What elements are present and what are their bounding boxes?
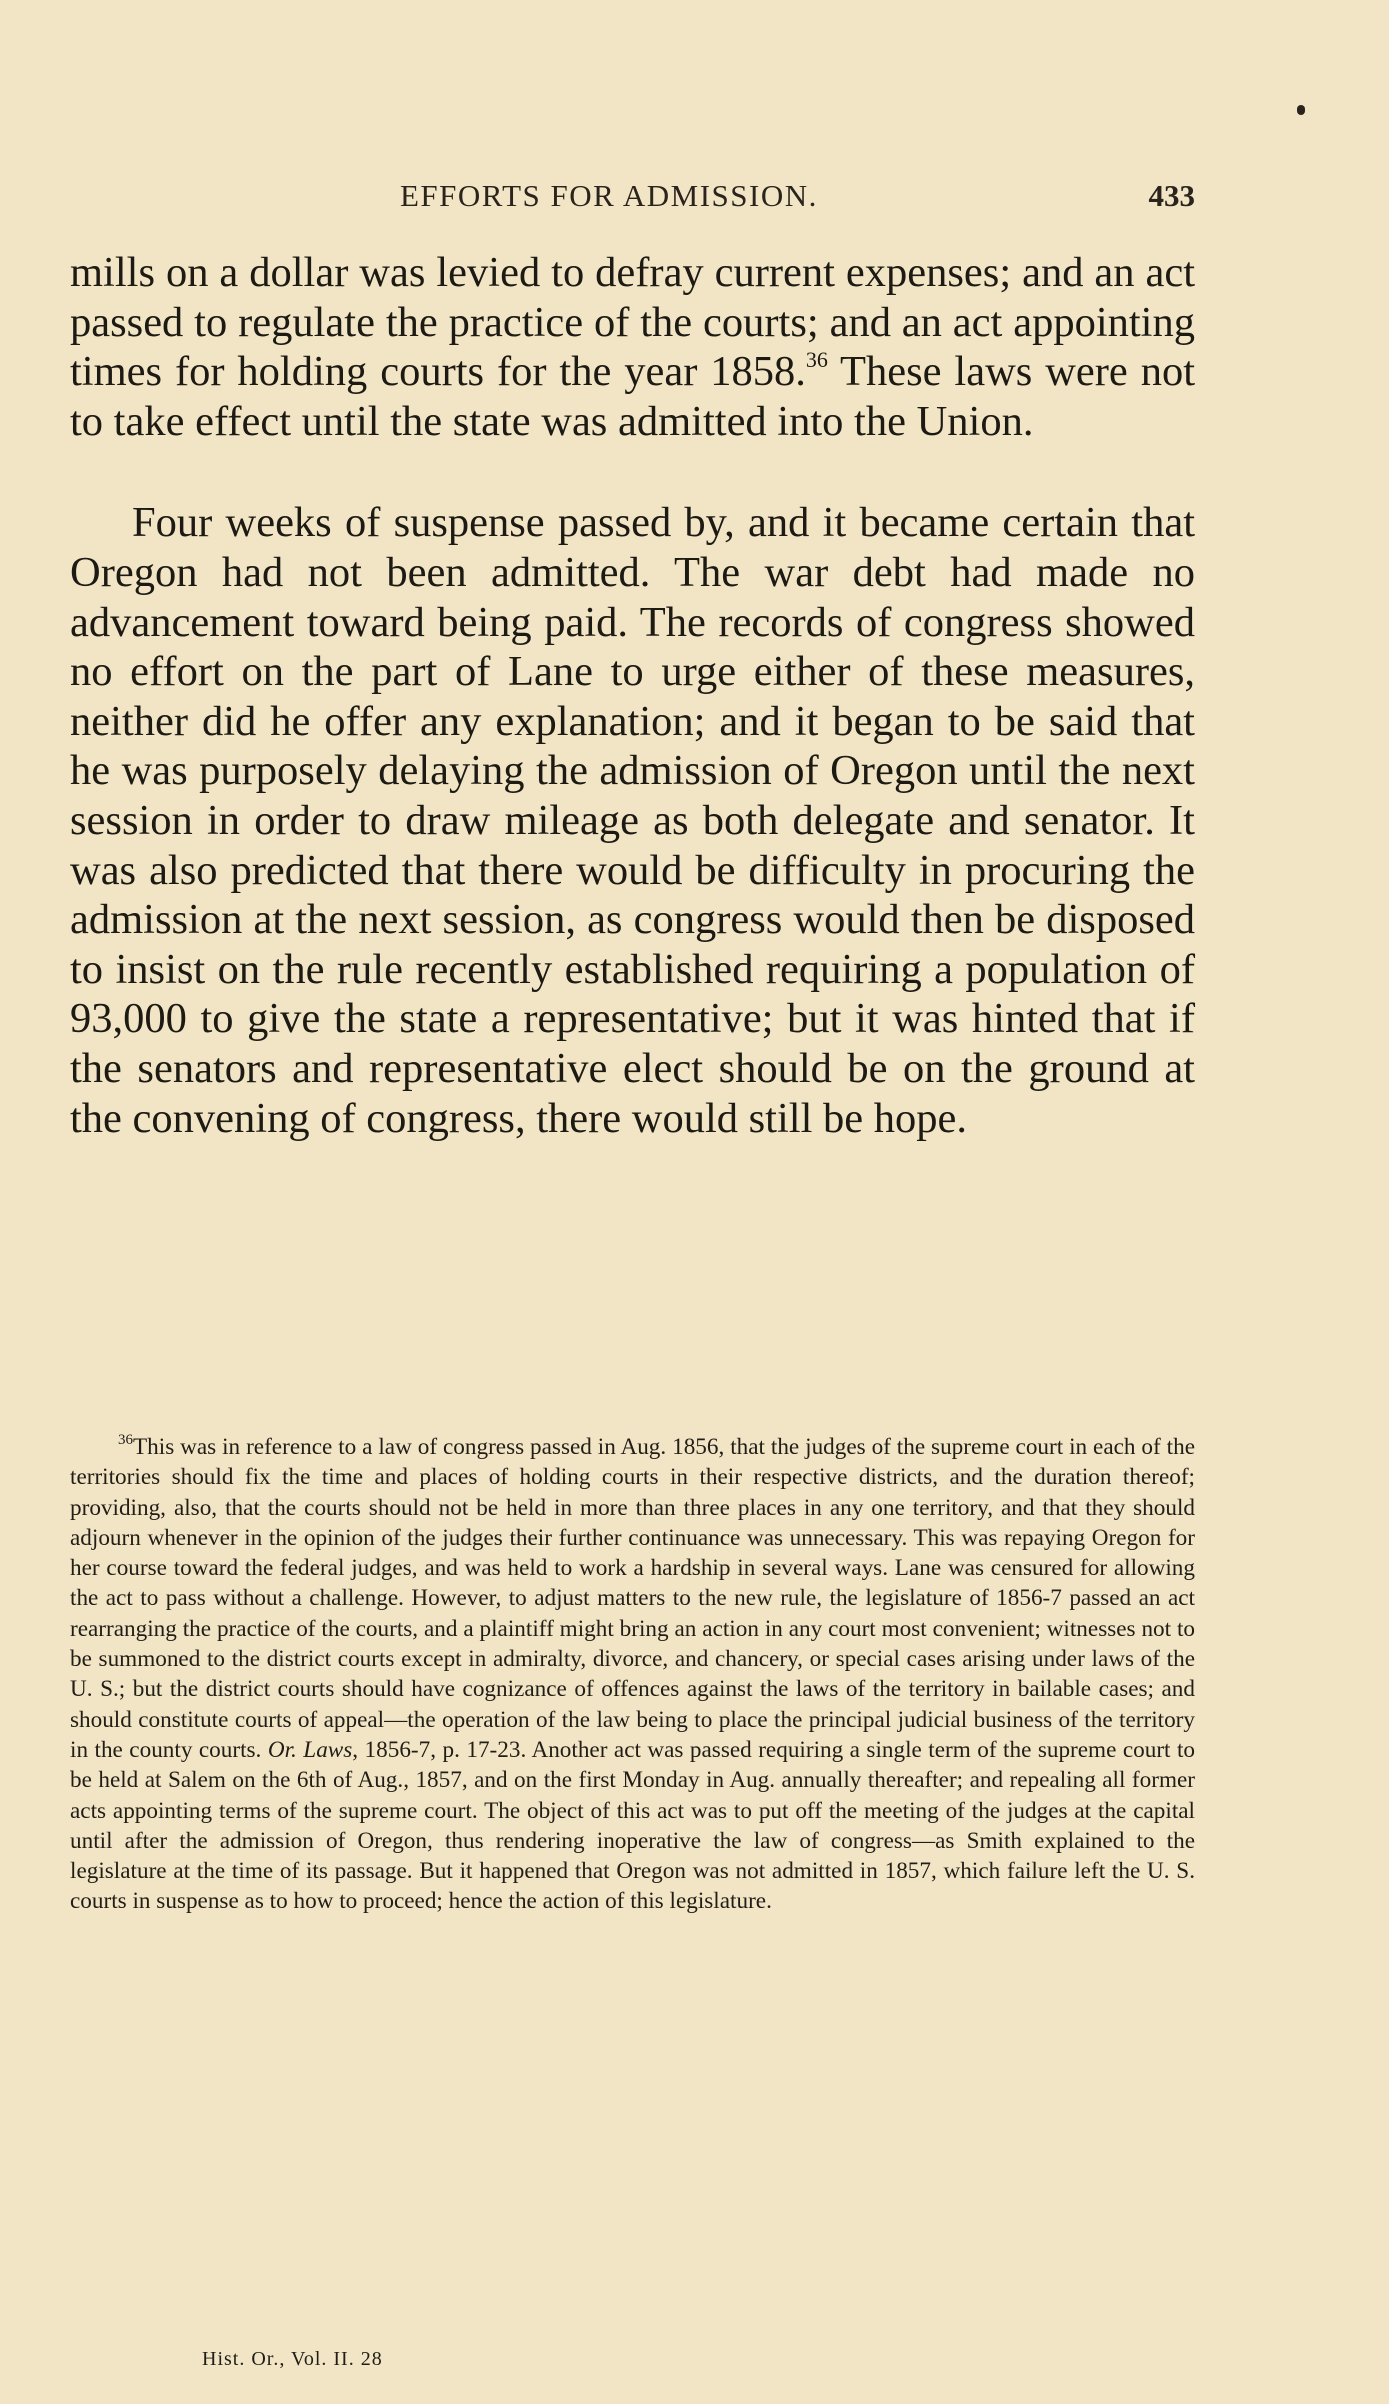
main-text	[70, 248, 1195, 1143]
paragraph-1-text-a: mills on a dollar was levied to defray current expenses; and an act passed to regulate the practice of the courts; and an act appointing times for holding courts for the year 1858.	[70, 249, 1195, 396]
paragraph-1-text-b: These laws were not to take effect until the state was admitted into the Union.	[70, 348, 1196, 445]
footnote-marker: 36	[118, 1432, 133, 1448]
footnote-reference: 36	[805, 347, 828, 373]
footnote-text-b: , 1856-7, p. 17-23. Another act was passed requiring a single term of the supreme court to be held at Salem on the 6th of Aug., 1857, and on the first Monday in Aug. annually thereafter; and repealing all former acts appointing terms of the supreme court. The object of this act was to put off the meeting of the judges at the capital until after the admission of Oregon, thus rendering inoperative the law of congress—as Smith explained to the legislature at the time of its passage. But it happened that Oregon was not admitted in 1857, which failure left the U. S. courts in suspense as to how to proceed; hence the action of this legislature.	[70, 1736, 1196, 1915]
footnote-citation: Or. Laws	[267, 1736, 353, 1763]
running-head: EFFORTS FOR ADMISSION.	[400, 178, 818, 213]
page-header	[70, 178, 1195, 218]
page-number: 433	[1148, 178, 1195, 213]
paragraph-1	[70, 248, 1195, 446]
page-speck	[1297, 105, 1305, 115]
paragraph-2: Four weeks of suspense passed by, and it became certain that Oregon had not been admitted. The war debt had made no advancement toward being paid. The records of congress showed no effort on the part of Lane to urge either of these measures, neither did he offer any explanation; and it began to be said that he was purposely delaying the admission of Oregon until the next session in order to draw mileage as both delegate and senator. It was also predicted that there would be difficulty in procuring the admission at the next session, as congress would then be disposed to insist on the rule recently established requiring a population of 93,000 to give the state a representative; but it was hinted that if the senators and representative elect should be on the ground at the convening of congress, there would still be hope.	[70, 499, 1195, 1142]
footnote	[70, 1432, 1195, 1917]
signature-line: Hist. Or., Vol. II. 28	[202, 2348, 383, 2370]
footnote-text-a: This was in reference to a law of congress passed in Aug. 1856, that the judges of the supreme court in each of the territories should fix the time and places of holding courts in their respective districts, and the duration thereof; providing, also, that the courts should not be held in more than three places in any one territory, and that they should adjourn whenever in the opinion of the judges their further continuance was unnecessary. This was repaying Oregon for her course toward the federal judges, and was held to work a hardship in several ways. Lane was censured for allowing the act to pass without a challenge. However, to adjust matters to the new rule, the legislature of 1856-7 passed an act rearranging the practice of the courts, and a plaintiff might bring an action in any court most convenient; witnesses not to be summoned to the district courts except in admiralty, divorce, and chancery, or special cases arising under laws of the U. S.; but the district courts should have cognizance of offences against the laws of the territory in bailable cases; and should constitute courts of appeal—the operation of the law being to place the principal judicial business of the territory in the county courts.	[70, 1434, 1195, 1763]
